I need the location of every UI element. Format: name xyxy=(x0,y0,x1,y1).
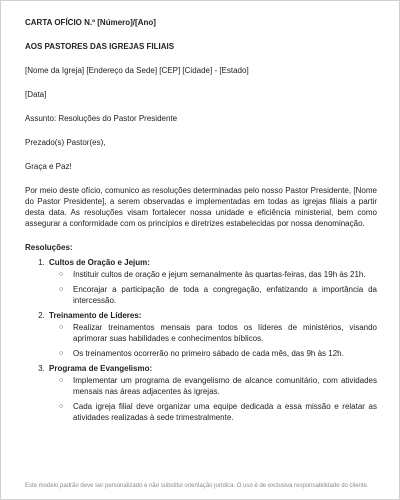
section-title: Treinamento de Líderes: xyxy=(49,311,142,320)
section-items xyxy=(49,322,377,359)
address-line: [Nome da Igreja] [Endereço da Sede] [CEP] [Cidade] - [Estado] xyxy=(25,66,249,75)
body-paragraph: Por meio deste ofício, comunico as resoluções determinadas pelo nosso Pastor Presidente, [Nome do Pastor Presidente], a serem observadas e implementadas em todas as igrejas filiais a partir desta data. As resoluções visam fortalecer nossa unidade e eficiência ministerial, bem como assegurar a conformidade com os princípios e diretrizes estabelecidas por nossa denominação. xyxy=(25,186,377,228)
list-item: ○ Instituir cultos de oração e jejum semanalmente às quartas-feiras, das 19h às 21h. xyxy=(71,269,377,280)
list-item: ○ Os treinamentos ocorrerão no primeiro sábado de cada mês, das 9h às 12h. xyxy=(71,348,377,359)
section-items xyxy=(49,269,377,306)
resolution-section xyxy=(47,257,377,306)
salutation: Prezado(s) Pastor(es), xyxy=(25,138,106,147)
section-title: Cultos de Oração e Jejum: xyxy=(49,258,150,267)
list-item: ○ Cada igreja filial deve organizar uma equipe dedicada a essa missão e relatar as atividades realizadas à sede trimestralmente. xyxy=(71,401,377,423)
section-items xyxy=(49,375,377,423)
list-item: ○ Realizar treinamentos mensais para todos os líderes de ministérios, visando aprimorar suas habilidades e conhecimentos bíblicos. xyxy=(71,322,377,344)
resolutions-heading: Resoluções: xyxy=(25,243,73,252)
greeting: Graça e Paz! xyxy=(25,162,72,171)
section-title: Programa de Evangelismo: xyxy=(49,364,153,373)
resolution-section xyxy=(47,310,377,359)
resolutions-list xyxy=(25,257,377,423)
letter-content xyxy=(25,17,377,427)
letter-title: CARTA OFÍCIO N.º [Número]/[Ano] xyxy=(25,18,156,27)
date-line: [Data] xyxy=(25,90,47,99)
list-item: ○ Encorajar a participação de toda a congregação, enfatizando a importância da intercessão. xyxy=(71,284,377,306)
resolution-section xyxy=(47,363,377,423)
list-item: ○ Implementar um programa de evangelismo de alcance comunitário, com atividades mensais nas áreas adjacentes às igrejas. xyxy=(71,375,377,397)
subject-line: Assunto: Resoluções do Pastor Presidente xyxy=(25,114,178,123)
recipient-heading: AOS PASTORES DAS IGREJAS FILIAIS xyxy=(25,42,175,51)
disclaimer-footer: Este modelo padrão deve ser personalizado e não substitui orientação jurídica. O uso é de exclusiva responsabilidade do cliente. xyxy=(25,483,369,489)
